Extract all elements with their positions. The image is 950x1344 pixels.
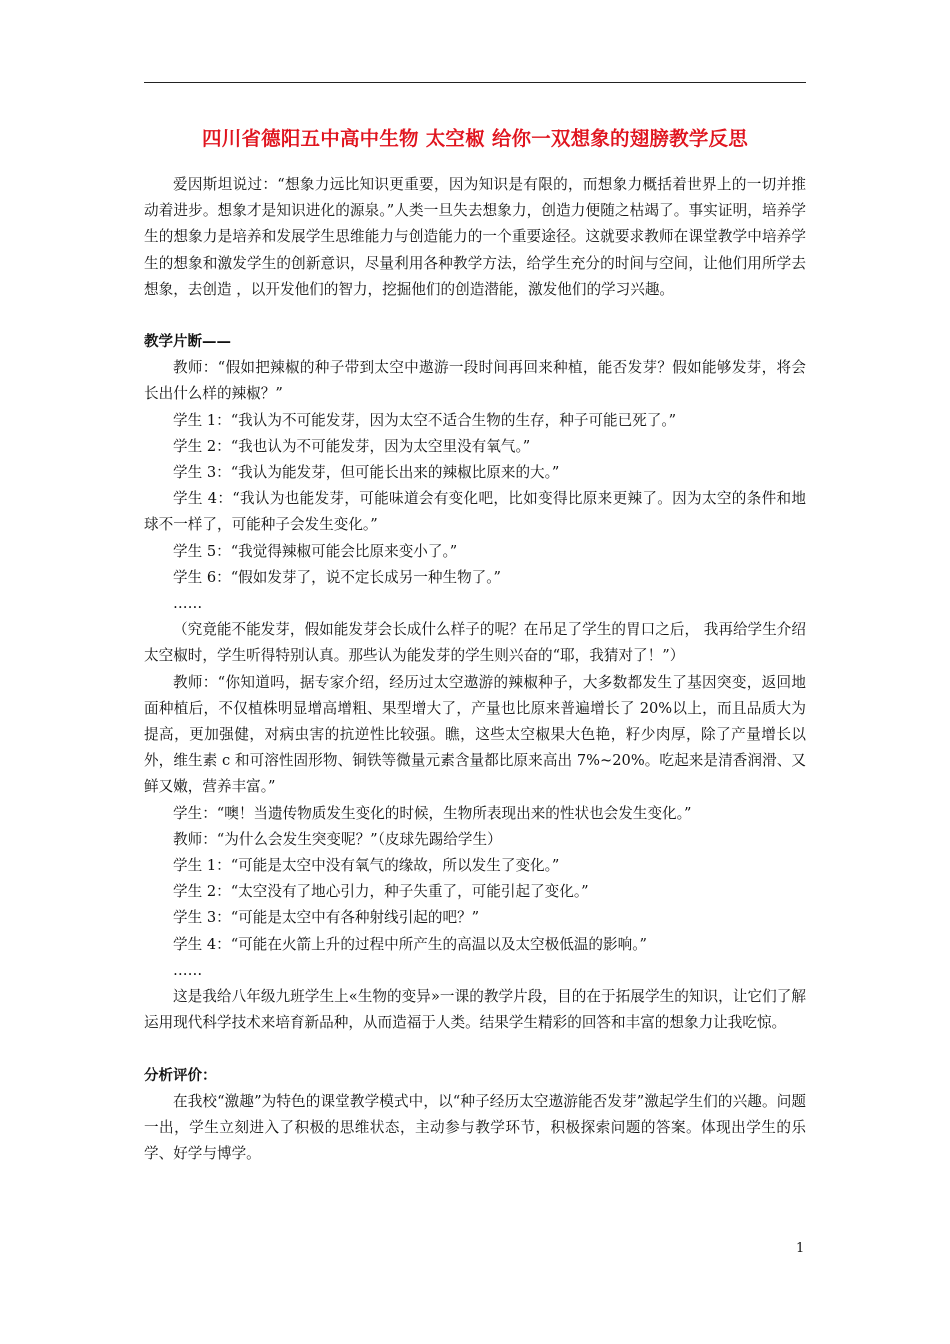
dialogue-student-6: 学生 6：“假如发芽了，说不定长成另一种生物了。” <box>173 568 502 586</box>
dialogue-student-3: 学生 3：“我认为能发芽，但可能长出来的辣椒比原来的大。” <box>173 464 560 482</box>
ellipsis-1: …… <box>173 595 203 613</box>
dialogue-teacher-1: 教师：“假如把辣椒的种子带到太空中遨游一段时间再回来种植，能否发芽？假如能够发芽，将会长出什么样的辣椒？” <box>144 359 806 403</box>
page-number: 1 <box>796 1241 805 1256</box>
document-title: 四川省德阳五中高中生物 太空椒 给你一双想象的翅膀教学反思 <box>202 127 748 150</box>
dialogue-student-1: 学生 1：“我认为不可能发芽，因为太空不适合生物的生存，种子可能已死了。” <box>173 411 677 429</box>
narration-paragraph: （究竟能不能发芽，假如能发芽会长成什么样子的呢？在吊足了学生的胃口之后， 我再给学生介绍太空椒时，学生听得特别认真。那些认为能发芽的学生则兴奋的“耶，我猜对了！”） <box>144 621 806 665</box>
dialogue-student-2b: 学生 2：“太空没有了地心引力，种子失重了，可能引起了变化。” <box>173 883 589 901</box>
dialogue-teacher-3: 教师：“为什么会发生突变呢？”（皮球先踢给学生） <box>173 830 502 848</box>
header-rule <box>144 82 806 83</box>
ellipsis-2: …… <box>173 961 203 979</box>
dialogue-student-3b: 学生 3：“可能是太空中有各种射线引起的吧？” <box>173 909 480 927</box>
dialogue-student-reply: 学生：“噢！当遗传物质发生变化的时候，生物所表现出来的性状也会发生变化。” <box>173 804 692 822</box>
document-body <box>144 172 806 1167</box>
intro-paragraph: 爱因斯坦说过：“想象力远比知识更重要，因为知识是有限的，而想象力概括着世界上的一切并推动着进步。想象才是知识进化的源泉。”人类一旦失去想象力，创造力便随之枯竭了。事实证明，培养学生的想象力是培养和发展学生思维能力与创造能力的一个重要途径。这就要求教师在课堂教学中培养学生的想象和激发学生的创新意识，尽量利用各种教学方法，给学生充分的时间与空间，让他们用所学去想象，去创造 ，以开发他们的智力，挖掘他们的创造潜能，激发他们的学习兴趣。 <box>144 176 806 298</box>
section-heading-teaching: 教学片断—— <box>144 334 231 351</box>
dialogue-student-4: 学生 4：“我认为也能发芽，可能味道会有变化吧，比如变得比原来更辣了。因为太空的条件和地球不一样了，可能种子会发生变化。” <box>144 490 806 534</box>
analysis-paragraph: 在我校“激趣”为特色的课堂教学模式中，以“种子经历太空遨游能否发芽”激起学生们的兴趣。问题一出，学生立刻进入了积极的思维状态，主动参与教学环节，积极探索问题的答案。体现出学生的乐学、好学与博学。 <box>144 1092 806 1163</box>
dialogue-student-4b: 学生 4：“可能在火箭上升的过程中所产生的高温以及太空极低温的影响。” <box>173 935 647 953</box>
summary-paragraph: 这是我给八年级九班学生上«生物的变异»一课的教学片段，目的在于拓展学生的知识，让它们了解运用现代科学技术来培育新品种，从而造福于人类。结果学生精彩的回答和丰富的想象力让我吃惊。 <box>144 988 806 1032</box>
dialogue-student-2: 学生 2：“我也认为不可能发芽，因为太空里没有氧气。” <box>173 437 531 455</box>
dialogue-student-1b: 学生 1：“可能是太空中没有氧气的缘故，所以发生了变化。” <box>173 857 560 875</box>
dialogue-teacher-2: 教师：“你知道吗，据专家介绍，经历过太空遨游的辣椒种子，大多数都发生了基因突变，返回地面种植后，不仅植株明显增高增粗、果型增大了，产量也比原来普遍增长了 20%以上，而且品质大为提高，更加强健，对病虫害的抗逆性比较强。瞧，这些太空椒果大色艳，籽少肉厚，除了产量增长以外，维生素 c 和可溶性固形物、铜铁等微量元素含量都比原来高出 7%~20%。吃起来是清香润滑、又鲜又嫩，营养丰富。” <box>144 673 806 796</box>
section-heading-analysis: 分析评价： <box>144 1067 217 1084</box>
dialogue-student-5: 学生 5：“我觉得辣椒可能会比原来变小了。” <box>173 542 458 560</box>
